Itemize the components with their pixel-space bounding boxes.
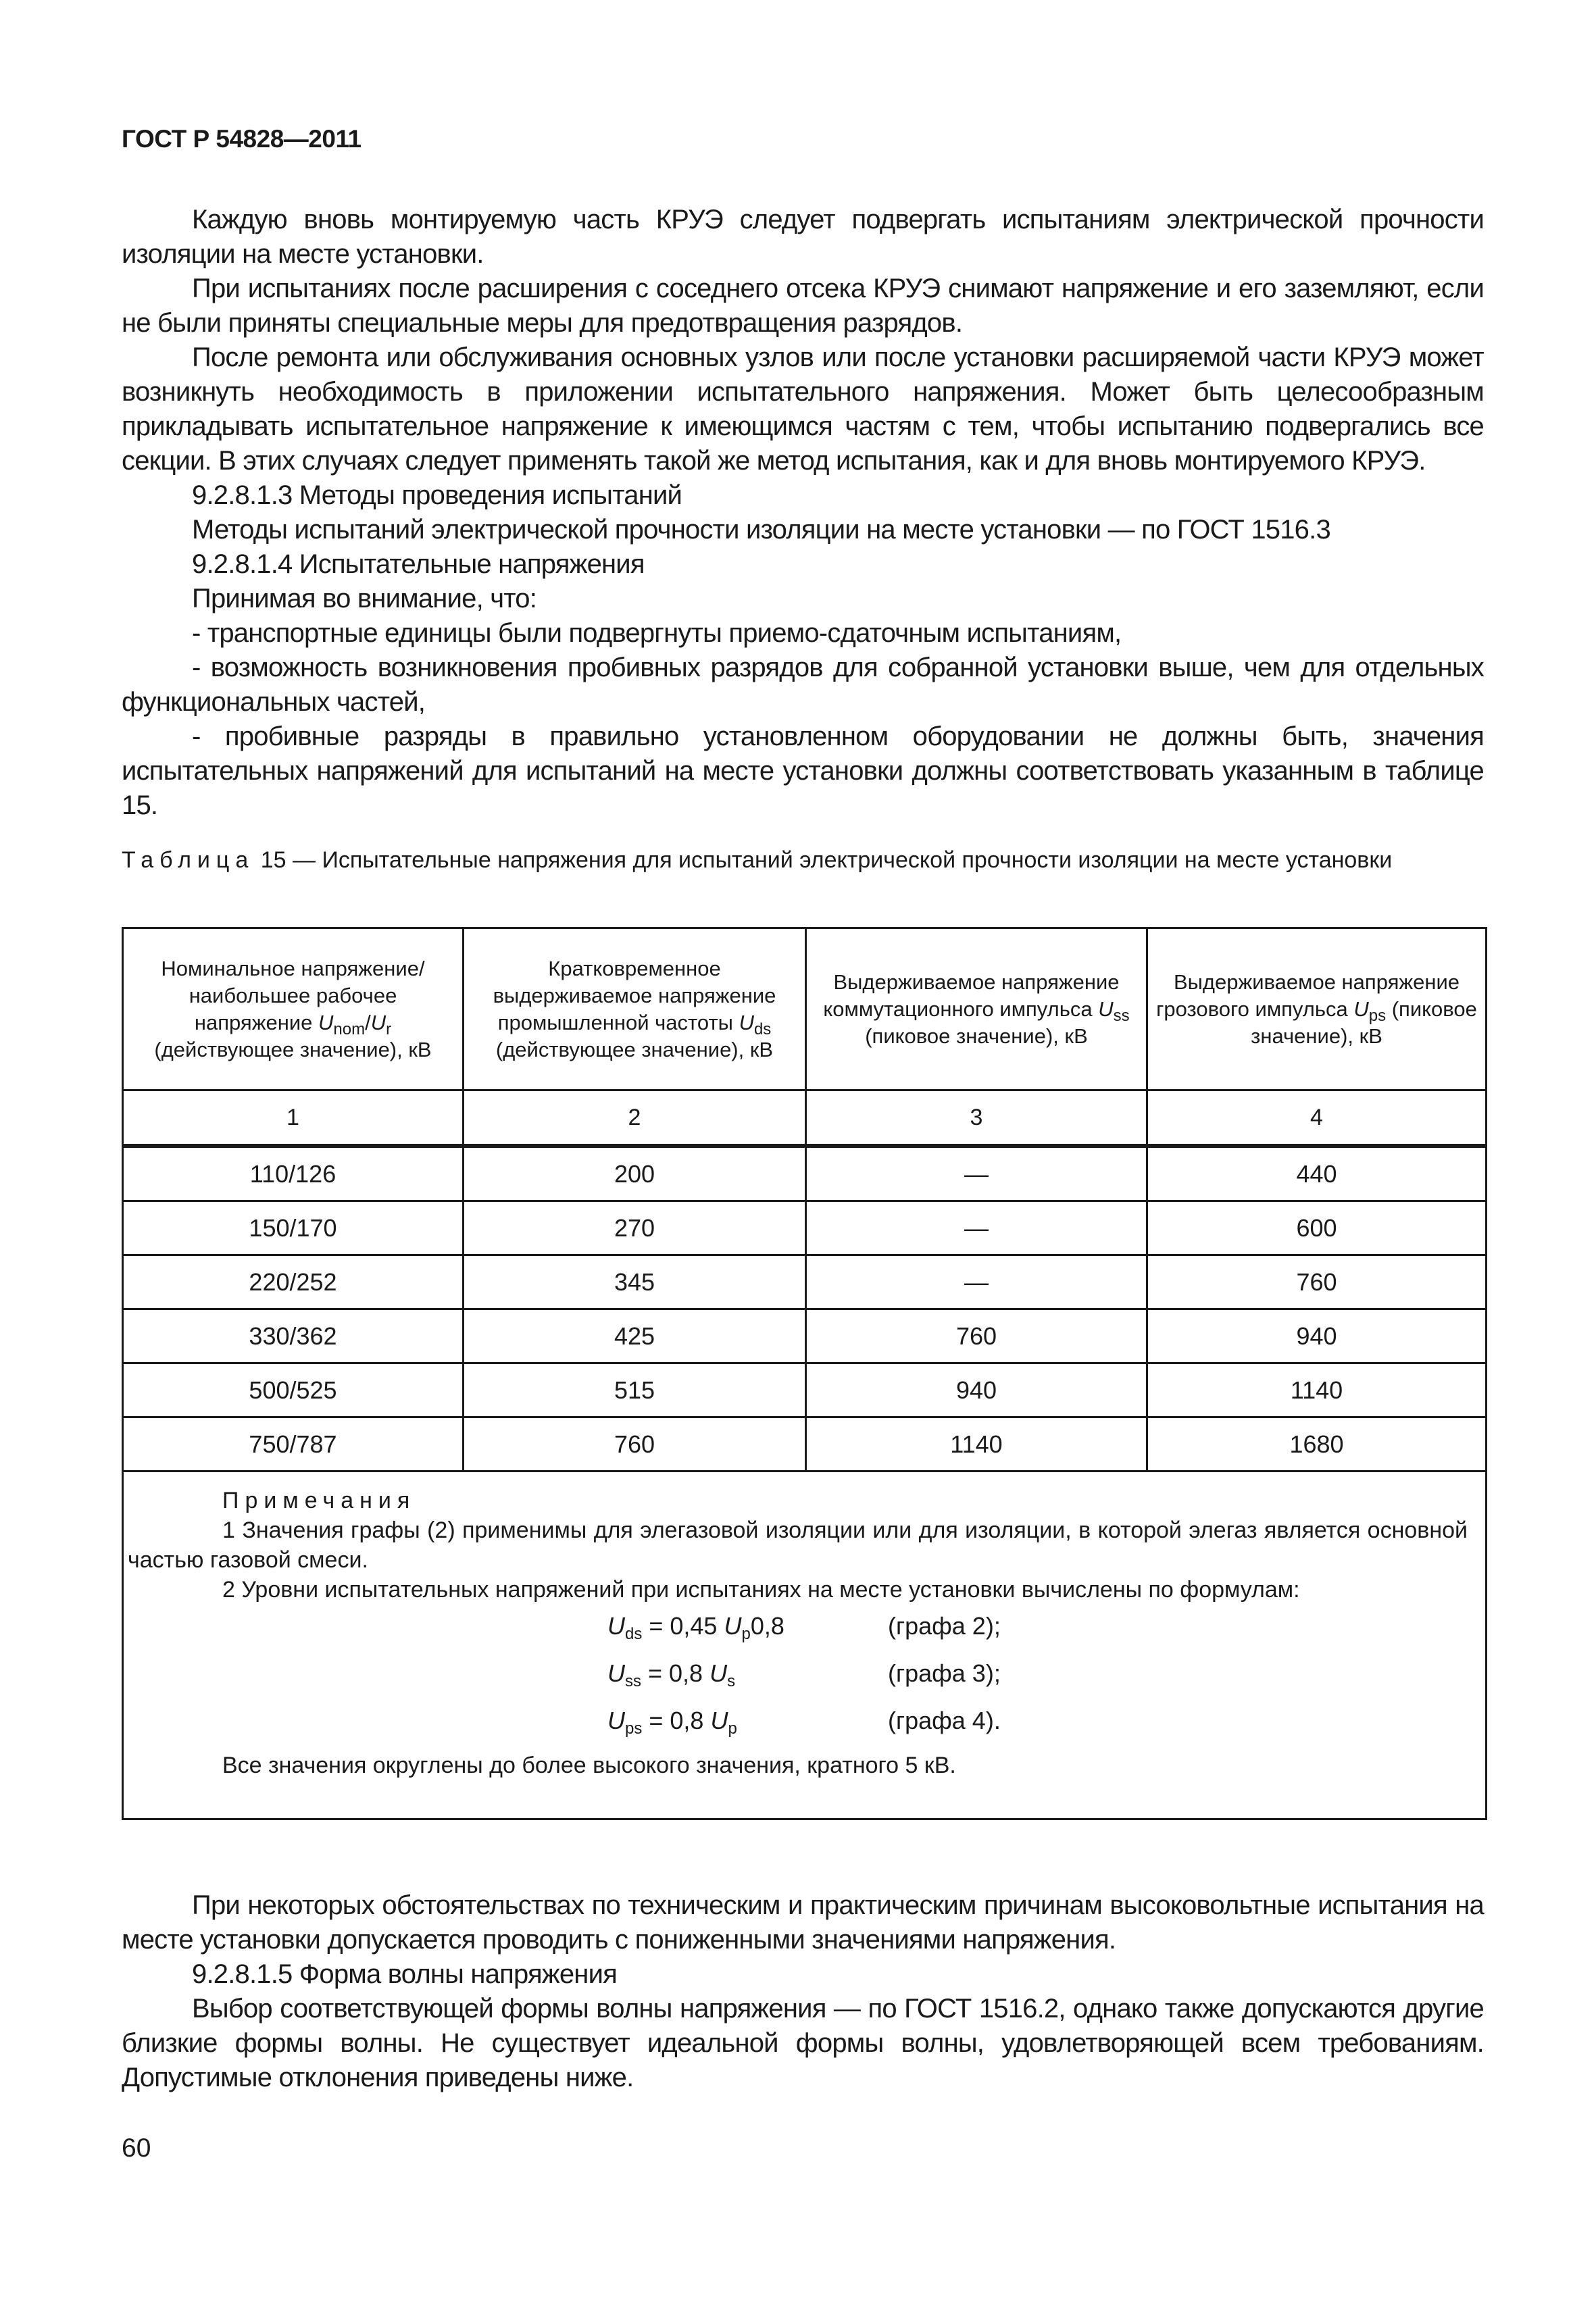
table-cell: 760 bbox=[806, 1309, 1147, 1363]
paragraph: Методы испытаний электрической прочности изоляции на месте установки — по ГОСТ 1516.3 bbox=[192, 515, 1330, 545]
table-cell: 515 bbox=[464, 1363, 806, 1417]
column-number-row bbox=[123, 1090, 1487, 1147]
table-cell: 940 bbox=[806, 1363, 1147, 1417]
table-notes-row bbox=[123, 1472, 1487, 1819]
table-cell: 750/787 bbox=[123, 1417, 464, 1472]
formula-line bbox=[128, 1605, 1468, 1652]
formula-expression: $U_{ss} = 0,8$ $U_s$ bbox=[607, 1659, 736, 1690]
formula-expression: $U_{ds} = 0,45$ $U_p0,8$ bbox=[607, 1612, 784, 1643]
table-cell: 940 bbox=[1147, 1309, 1487, 1363]
table-row bbox=[123, 1309, 1487, 1363]
notes-title: Примечания bbox=[222, 1488, 416, 1513]
table-cell: — bbox=[806, 1255, 1147, 1309]
table-row bbox=[123, 1363, 1487, 1417]
intro-text-block bbox=[122, 203, 1484, 823]
list-item: - транспортные единицы были подвергнуты приемо-сдаточным испытаниям, bbox=[192, 618, 1122, 648]
section-heading: 9.2.8.1.3 Методы проведения испытаний bbox=[192, 480, 682, 510]
table-caption-text: 15 — Испытательные напряжения для испытаний электрической прочности изоляции на месте установки bbox=[260, 847, 1393, 873]
document-code-header: ГОСТ Р 54828—2011 bbox=[122, 125, 361, 153]
paragraph: Выбор соответствующей формы волны напряжения — по ГОСТ 1516.2, однако также допускаются другие близкие формы волны. Не существует идеальной формы волны, удовлетворяющей всем требованиям. Допустимые отклонения приведены ниже. bbox=[122, 1994, 1484, 2092]
test-voltage-table bbox=[122, 927, 1487, 1820]
header-cell-rated-voltage: Номинальное напряжение/ наибольшее рабочее напряжение $U_{nom}/U_r$ (действующее значение), кВ bbox=[123, 928, 464, 1090]
closing-text-block bbox=[122, 1888, 1484, 2095]
table-cell: 270 bbox=[464, 1201, 806, 1255]
column-number: 1 bbox=[123, 1090, 464, 1147]
list-item: - возможность возникновения пробивных разрядов для собранной установки выше, чем для отдельных функциональных частей, bbox=[122, 653, 1484, 717]
table-cell: 425 bbox=[464, 1309, 806, 1363]
table-cell: 110/126 bbox=[123, 1146, 464, 1201]
table-cell: 760 bbox=[1147, 1255, 1487, 1309]
note-2: 2 Уровни испытательных напряжений при испытаниях на месте установки вычислены по формулам: bbox=[222, 1577, 1300, 1603]
table-caption bbox=[122, 846, 1484, 874]
table-row bbox=[123, 1201, 1487, 1255]
table-caption-label: Таблица bbox=[122, 847, 255, 873]
table-cell: 600 bbox=[1147, 1201, 1487, 1255]
column-number: 2 bbox=[464, 1090, 806, 1147]
page-number: 60 bbox=[122, 2134, 151, 2163]
formula-reference: (графа 4). bbox=[888, 1707, 1001, 1734]
column-number: 3 bbox=[806, 1090, 1147, 1147]
table-cell: 150/170 bbox=[123, 1201, 464, 1255]
paragraph: Принимая во внимание, что: bbox=[192, 584, 537, 613]
list-item: - пробивные разряды в правильно установленном оборудовании не должны быть, значения испытательных напряжений для испытаний на месте установки должны соответствовать указанным в таблице 15. bbox=[122, 722, 1484, 820]
table-cell: — bbox=[806, 1146, 1147, 1201]
paragraph: При испытаниях после расширения с соседнего отсека КРУЭ снимают напряжение и его заземляют, если не были приняты специальные меры для предотвращения разрядов. bbox=[122, 274, 1484, 338]
header-cell-switching-impulse: Выдерживаемое напряжение коммутационного импульса $U_{ss}$ (пиковое значение), кВ bbox=[806, 928, 1147, 1090]
paragraph: После ремонта или обслуживания основных узлов или после установки расширяемой части КРУЭ может возникнуть необходимость в приложении испытательного напряжения. Может быть целесообразным прикладывать испытательное напряжение к имеющимся частям с тем, чтобы испытанию подвергались все секции. В этих случаях следует применять такой же метод испытания, как и для вновь монтируемого КРУЭ. bbox=[122, 343, 1484, 476]
table-cell: 200 bbox=[464, 1146, 806, 1201]
formula-reference: (графа 2); bbox=[888, 1612, 1001, 1640]
table-cell: 1140 bbox=[806, 1417, 1147, 1472]
header-cell-power-frequency: Кратковременное выдерживаемое напряжение промышленной частоты $U_{ds}$ (действующее значение), кВ bbox=[464, 928, 806, 1090]
header-cell-lightning-impulse: Выдерживаемое напряжение грозового импульса $U_{ps}$ (пиковое значение), кВ bbox=[1147, 928, 1487, 1090]
table-cell: 220/252 bbox=[123, 1255, 464, 1309]
table-notes bbox=[123, 1472, 1487, 1819]
section-heading: 9.2.8.1.5 Форма волны напряжения bbox=[192, 1959, 617, 1989]
paragraph: При некоторых обстоятельствах по техническим и практическим причинам высоковольтные испытания на месте установки допускается проводить с пониженными значениями напряжения. bbox=[122, 1890, 1484, 1955]
table-cell: 500/525 bbox=[123, 1363, 464, 1417]
table-cell: — bbox=[806, 1201, 1147, 1255]
paragraph: Каждую вновь монтируемую часть КРУЭ следует подвергать испытаниям электрической прочности изоляции на месте установки. bbox=[122, 205, 1484, 269]
table-cell: 440 bbox=[1147, 1146, 1487, 1201]
note-1: 1 Значения графы (2) применимы для элегазовой изоляции или для изоляции, в которой элегаз является основной частью газовой смеси. bbox=[128, 1517, 1468, 1573]
formula-line bbox=[128, 1652, 1468, 1699]
formula-expression: $U_{ps} = 0,8$ $U_p$ bbox=[607, 1707, 737, 1738]
table-row bbox=[123, 1255, 1487, 1309]
section-heading: 9.2.8.1.4 Испытательные напряжения bbox=[192, 549, 645, 579]
rounding-note: Все значения округлены до более высокого значения, кратного 5 кВ. bbox=[222, 1753, 956, 1778]
table-cell: 345 bbox=[464, 1255, 806, 1309]
table-cell: 760 bbox=[464, 1417, 806, 1472]
formula-reference: (графа 3); bbox=[888, 1659, 1001, 1687]
table-cell: 1140 bbox=[1147, 1363, 1487, 1417]
column-number: 4 bbox=[1147, 1090, 1487, 1147]
table-row bbox=[123, 1146, 1487, 1201]
table-cell: 330/362 bbox=[123, 1309, 464, 1363]
table-cell: 1680 bbox=[1147, 1417, 1487, 1472]
formula-line bbox=[128, 1699, 1468, 1746]
table-row bbox=[123, 1417, 1487, 1472]
